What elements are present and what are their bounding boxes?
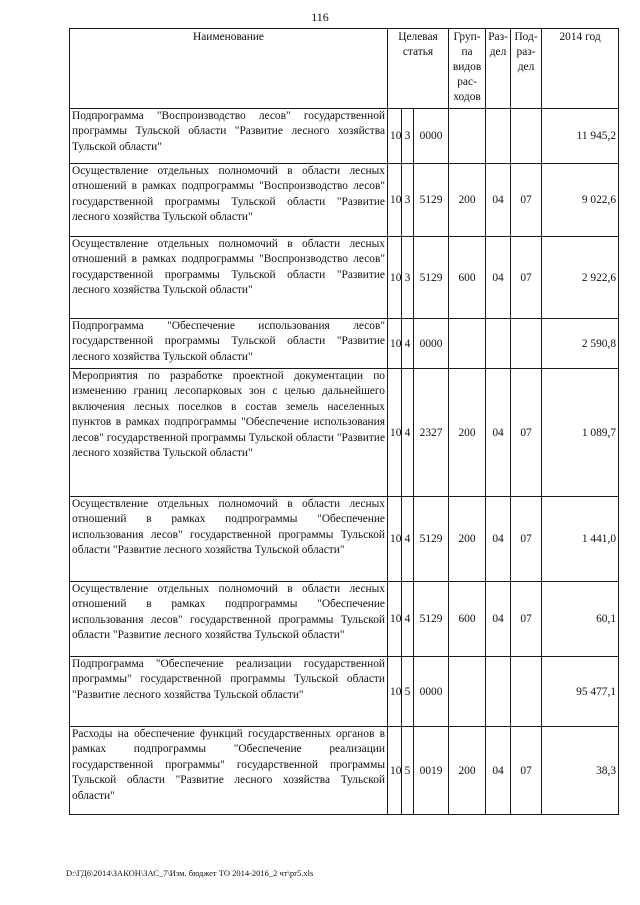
row-group: 200 [449, 497, 486, 582]
table-row [70, 727, 619, 815]
row-subsection [511, 109, 542, 164]
row-subsection: 07 [511, 727, 542, 815]
row-code-b: 3 [402, 109, 414, 164]
file-path-footer: D:\ГД6\2014\ЗАКОН\ЗАС_7\Изм. бюджет ТО 2014-2016_2 чт\pr5.xls [66, 868, 314, 878]
row-name: Подпрограмма "Обеспечение реализации государственной программы" государственной программы Тульской области "Развитие лесного хозяйства Тульской области" [70, 657, 388, 727]
row-amount: 95 477,1 [542, 657, 619, 727]
row-code-c: 0000 [414, 319, 449, 369]
row-group: 600 [449, 237, 486, 319]
table-row [70, 109, 619, 164]
row-section: 04 [486, 497, 511, 582]
row-code-b: 3 [402, 237, 414, 319]
row-group [449, 319, 486, 369]
row-code-a: 10 [388, 657, 402, 727]
row-section: 04 [486, 164, 511, 237]
row-amount: 38,3 [542, 727, 619, 815]
table-row [70, 657, 619, 727]
row-name: Подпрограмма "Воспроизводство лесов" государственной программы Тульской области "Развитие лесного хозяйства Тульской области" [70, 109, 388, 164]
row-subsection: 07 [511, 164, 542, 237]
budget-table [69, 28, 619, 815]
row-code-c: 0019 [414, 727, 449, 815]
row-code-b: 3 [402, 164, 414, 237]
row-group: 200 [449, 369, 486, 497]
row-code-b: 4 [402, 319, 414, 369]
row-subsection: 07 [511, 237, 542, 319]
row-code-b: 5 [402, 727, 414, 815]
row-group: 200 [449, 727, 486, 815]
row-section: 04 [486, 369, 511, 497]
row-code-a: 10 [388, 319, 402, 369]
table-row [70, 582, 619, 657]
header-target: Целевая статья [388, 29, 449, 109]
row-code-b: 4 [402, 497, 414, 582]
row-subsection: 07 [511, 582, 542, 657]
row-amount: 2 590,8 [542, 319, 619, 369]
row-amount: 1 089,7 [542, 369, 619, 497]
row-name: Осуществление отдельных полномочий в области лесных отношений в рамках подпрограммы "Обеспечение использования лесов" государственной программы Тульской области "Развитие лесного хозяйства Тульской области" [70, 582, 388, 657]
row-section [486, 657, 511, 727]
row-section: 04 [486, 727, 511, 815]
table-row [70, 369, 619, 497]
table-row [70, 164, 619, 237]
row-amount: 2 922,6 [542, 237, 619, 319]
table-row [70, 237, 619, 319]
row-section [486, 319, 511, 369]
row-section: 04 [486, 582, 511, 657]
row-name: Мероприятия по разработке проектной документации по изменению границ лесопарковых зон с целью дальнейшего включения лесных поселков в состав земель населенных пунктов в рамках подпрограммы "Обеспечение использования лесов" государственной программы Тульской области "Развитие лесного хозяйства Тульской области" [70, 369, 388, 497]
row-code-c: 0000 [414, 657, 449, 727]
header-year: 2014 год [542, 29, 619, 109]
row-code-b: 4 [402, 582, 414, 657]
row-code-a: 10 [388, 237, 402, 319]
row-section: 04 [486, 237, 511, 319]
row-code-a: 10 [388, 727, 402, 815]
header-group: Груп-па видов рас-ходов [449, 29, 486, 109]
table-row [70, 319, 619, 369]
row-group: 200 [449, 164, 486, 237]
row-name: Расходы на обеспечение функций государственных органов в рамках подпрограммы "Обеспечение реализации государственной программы" государственной программы Тульской области "Развитие лесного хозяйства Тульской области" [70, 727, 388, 815]
row-subsection: 07 [511, 369, 542, 497]
row-code-a: 10 [388, 164, 402, 237]
row-code-c: 5129 [414, 497, 449, 582]
row-code-c: 5129 [414, 237, 449, 319]
table-row [70, 497, 619, 582]
row-amount: 9 022,6 [542, 164, 619, 237]
row-subsection [511, 319, 542, 369]
header-name: Наименование [70, 29, 388, 109]
row-name: Осуществление отдельных полномочий в области лесных отношений в рамках подпрограммы "Воспроизводство лесов" государственной программы Тульской области "Развитие лесного хозяйства Тульской области" [70, 237, 388, 319]
page-number: 116 [311, 10, 329, 24]
header-section: Раз-дел [486, 29, 511, 109]
row-code-a: 10 [388, 497, 402, 582]
header-row [70, 29, 619, 109]
row-code-a: 10 [388, 369, 402, 497]
row-name: Осуществление отдельных полномочий в области лесных отношений в рамках подпрограммы "Воспроизводство лесов" государственной программы Тульской области "Развитие лесного хозяйства Тульской области" [70, 164, 388, 237]
row-subsection [511, 657, 542, 727]
row-code-a: 10 [388, 109, 402, 164]
header-subsection: Под-раз-дел [511, 29, 542, 109]
row-group [449, 657, 486, 727]
row-code-a: 10 [388, 582, 402, 657]
row-code-c: 2327 [414, 369, 449, 497]
row-amount: 11 945,2 [542, 109, 619, 164]
row-code-c: 0000 [414, 109, 449, 164]
row-amount: 1 441,0 [542, 497, 619, 582]
row-amount: 60,1 [542, 582, 619, 657]
row-name: Подпрограмма "Обеспечение использования лесов" государственной программы Тульской области "Развитие лесного хозяйства Тульской области" [70, 319, 388, 369]
row-code-b: 5 [402, 657, 414, 727]
row-subsection: 07 [511, 497, 542, 582]
row-group [449, 109, 486, 164]
row-code-c: 5129 [414, 164, 449, 237]
row-group: 600 [449, 582, 486, 657]
row-code-b: 4 [402, 369, 414, 497]
row-section [486, 109, 511, 164]
row-code-c: 5129 [414, 582, 449, 657]
row-name: Осуществление отдельных полномочий в области лесных отношений в рамках подпрограммы "Обеспечение использования лесов" государственной программы Тульской области "Развитие лесного хозяйства Тульской области" [70, 497, 388, 582]
